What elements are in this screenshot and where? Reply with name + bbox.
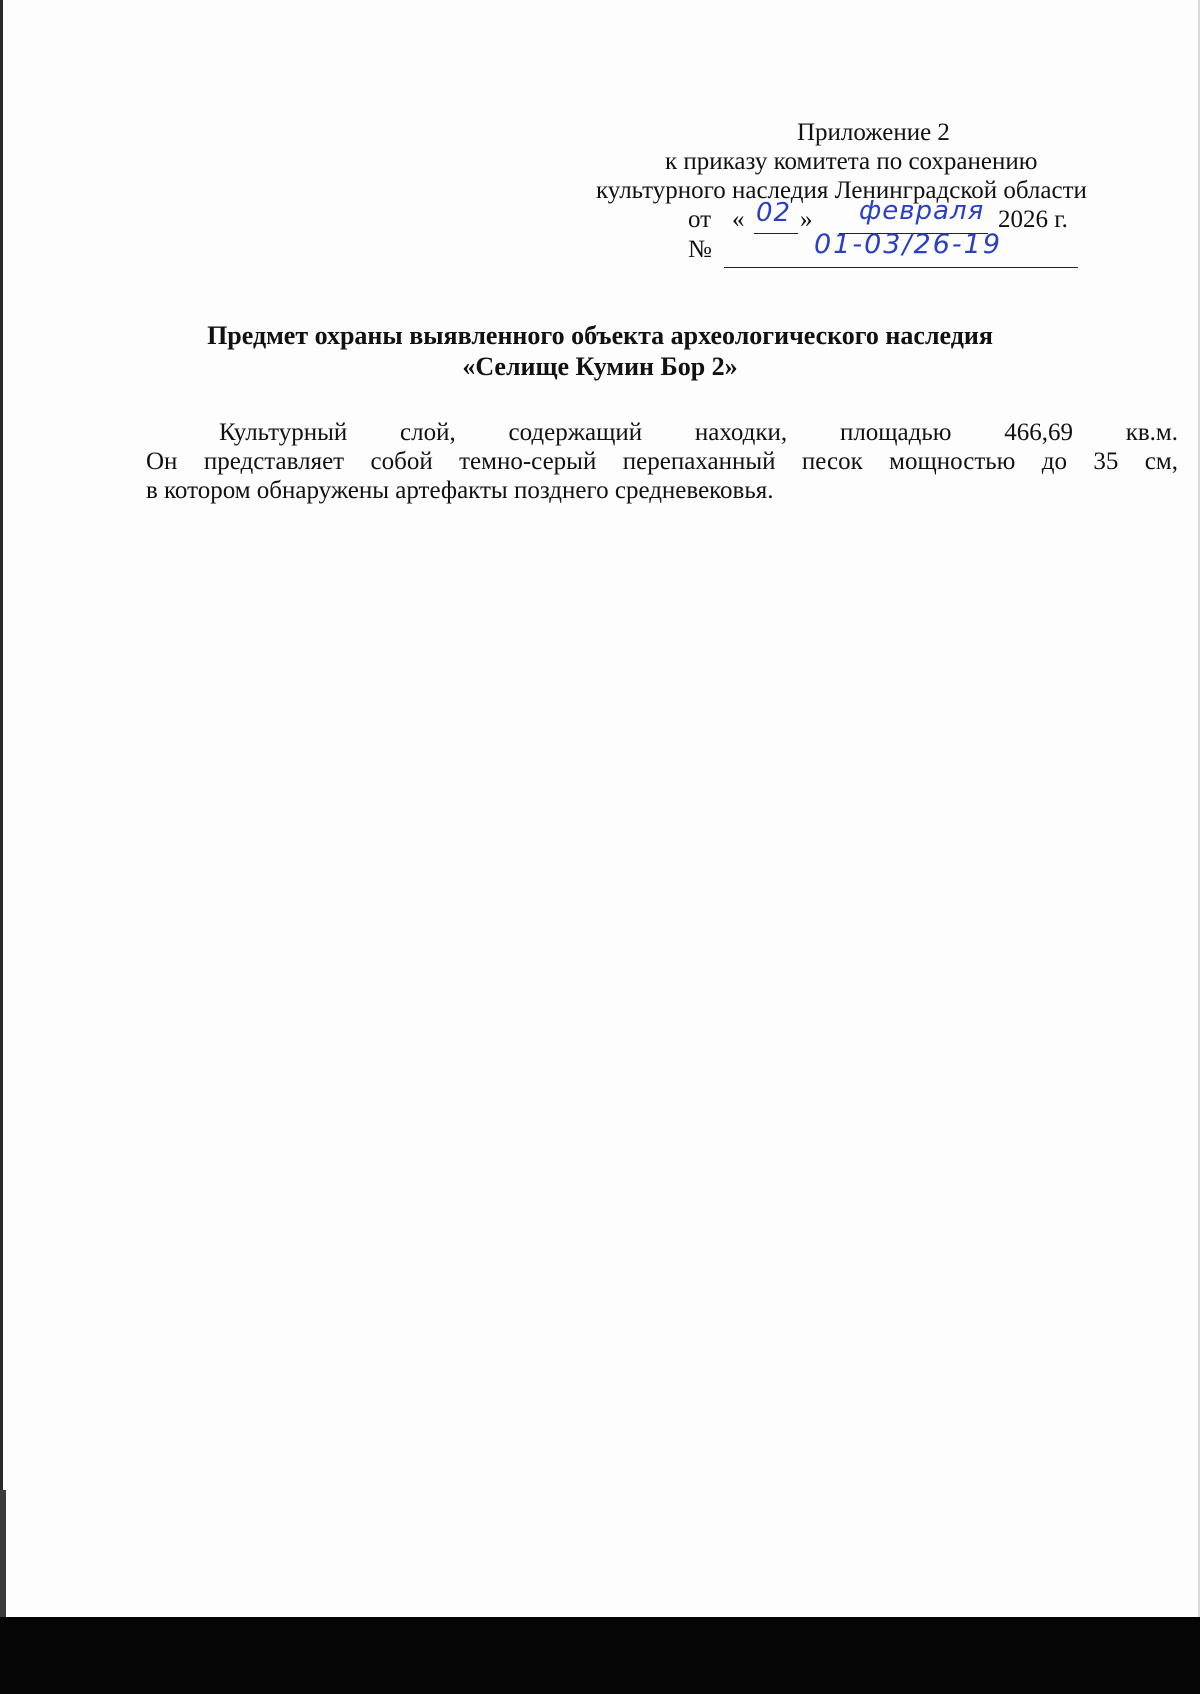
order-number-field [724,229,1078,268]
body-word: слой, [400,419,456,446]
quote-close: » [800,206,813,233]
body-word: перепаханный [622,448,776,475]
scan-bottom-band [0,1617,1200,1694]
body-word: мощностью [889,448,1016,475]
handwritten-month: февраля [859,196,985,226]
title-line-1: Предмет охраны выявленного объекта археологического наследия [207,321,993,350]
body-word: площадью [839,419,952,446]
body-word: представляет [203,448,345,475]
body-word: Культурный [219,419,348,446]
handwritten-day: 02 [756,198,792,228]
committee-name: культурного наследия Ленинградской области [596,177,1087,204]
number-sign: № [688,236,712,263]
body-word: собой [370,448,433,475]
body-line-2 [146,447,1178,476]
body-line-1 [146,418,1178,447]
body-word: темно-серый [459,448,597,475]
order-number [688,229,1108,269]
body-line-3: в котором обнаружены артефакты позднего средневековья. [146,477,774,504]
handwritten-order-number: 01-03/26-19 [814,229,1003,260]
body-paragraph [146,418,1178,505]
body-word: содержащий [508,419,643,446]
body-word: находки, [694,419,788,446]
quote-open: « [732,206,745,233]
document-title [120,320,1080,382]
body-word: песок [801,448,863,475]
appendix-label: Приложение 2 [797,119,950,146]
body-word: 35 [1093,448,1119,475]
date-prefix: от [688,206,712,233]
order-reference: к приказу комитета по сохранению [665,148,1038,175]
date-year: 2026 г. [998,206,1068,233]
body-word: Он [146,448,178,475]
body-word: 466,69 [1004,419,1073,446]
body-word: кв.м. [1125,419,1178,446]
scan-left-edge [0,0,3,1620]
title-line-2: «Селище Кумин Бор 2» [462,352,738,381]
date-day-field [754,198,798,234]
body-word: до [1041,448,1067,475]
body-word: см, [1144,448,1178,475]
scan-left-edge-shadow [0,1490,6,1630]
